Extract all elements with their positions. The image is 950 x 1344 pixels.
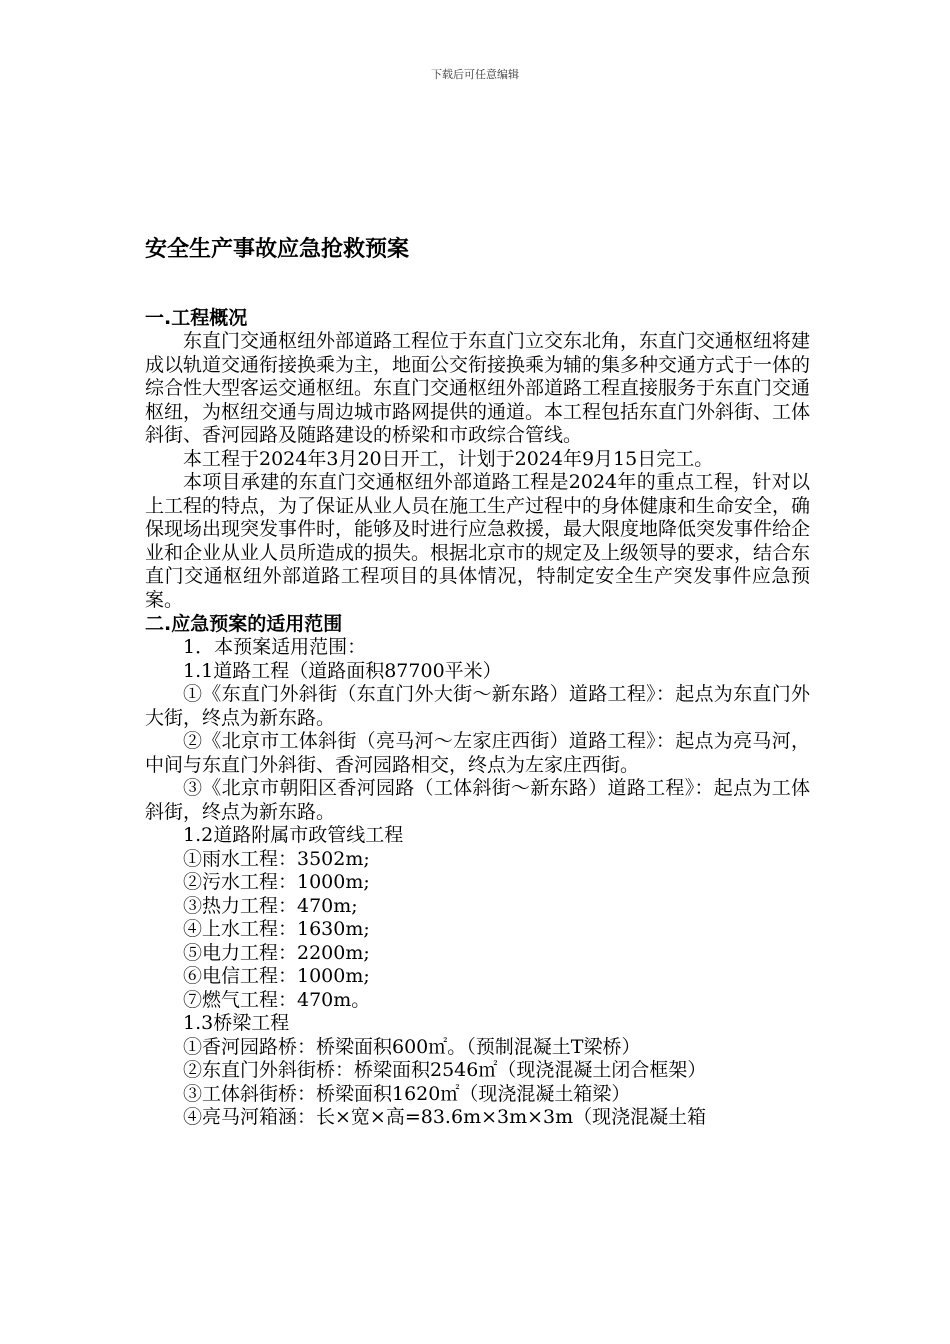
scope-line: ③《北京市朝阳区香河园路（工体斜街～新东路）道路工程》：起点为工体斜街，终点为新东路。: [145, 777, 810, 823]
scope-line: 1.2道路附属市政管线工程: [183, 824, 404, 846]
pipeline-item: ⑤电力工程：2200m;: [183, 941, 370, 964]
paragraph: 本项目承建的东直门交通枢纽外部道路工程是2024年的重点工程，针对以上工程的特点，为了保证从业人员在施工生产过程中的身体健康和生命安全，确保现场出现突发事件时，能够及时进行应急救援，最大限度地降低突发事件给企业和企业从业人员所造成的损失。根据北京市的规定及上级领导的要求，结合东直门交通枢纽外部道路工程项目的具体情况，特制定安全生产突发事件应急预案。: [145, 471, 811, 611]
bridge-item: ④亮马河箱涵：长×宽×高=83.6m×3m×3m（现浇混凝土箱: [183, 1106, 707, 1128]
paragraph: 东直门交通枢纽外部道路工程位于东直门立交东北角，东直门交通枢纽将建成以轨道交通衔接换乘为主，地面公交衔接换乘为辅的集多种交通方式于一体的综合性大型客运交通枢纽。东直门交通枢纽外部道路工程直接服务于东直门交通枢纽，为枢纽交通与周边城市路网提供的通道。本工程包括东直门外斜街、工体斜街、香河园路及随路建设的桥梁和市政综合管线。: [145, 330, 811, 446]
document-body: [145, 232, 810, 1130]
scope-line: ①《东直门外斜街（东直门外大街～新东路）道路工程》：起点为东直门外大街，终点为新东路。: [145, 683, 810, 729]
scope-line: 1．本预案适用范围：: [183, 636, 367, 658]
scope-line: 1.1道路工程（道路面积87700平米）: [183, 659, 502, 682]
paragraph: 本工程于2024年3月20日开工，计划于2024年9月15日完工。: [183, 447, 714, 470]
pipeline-item: ③热力工程：470m;: [183, 894, 358, 917]
bridge-item: ③工体斜街桥：桥梁面积1620㎡（现浇混凝土箱梁）: [183, 1082, 631, 1105]
document-title: 安全生产事故应急抢救预案: [145, 237, 410, 262]
pipeline-item: ②污水工程：1000m;: [183, 871, 370, 893]
pipeline-item: ⑦燃气工程：470m。: [183, 988, 371, 1011]
scope-line: 1.3桥梁工程: [183, 1012, 290, 1034]
bridge-item: ②东直门外斜街桥：桥梁面积2546㎡（现浇混凝土闭合框架）: [183, 1059, 707, 1081]
section-heading-scope: 二.应急预案的适用范围: [145, 613, 343, 635]
bridge-item: ①香河园路桥：桥梁面积600㎡。（预制混凝土T梁桥）: [183, 1035, 641, 1058]
section-heading-overview: 一.工程概况: [145, 307, 248, 329]
pipeline-item: ①雨水工程：3502m;: [183, 847, 370, 870]
pipeline-item: ④上水工程：1630m;: [183, 918, 370, 940]
pipeline-item: ⑥电信工程：1000m;: [183, 965, 370, 987]
scope-line: ②《北京市工体斜街（亮马河～左家庄西街）道路工程》：起点为亮马河，中间与东直门外斜街、香河园路相交，终点为左家庄西街。: [145, 730, 810, 776]
header-note: 下载后可任意编辑: [431, 68, 519, 81]
